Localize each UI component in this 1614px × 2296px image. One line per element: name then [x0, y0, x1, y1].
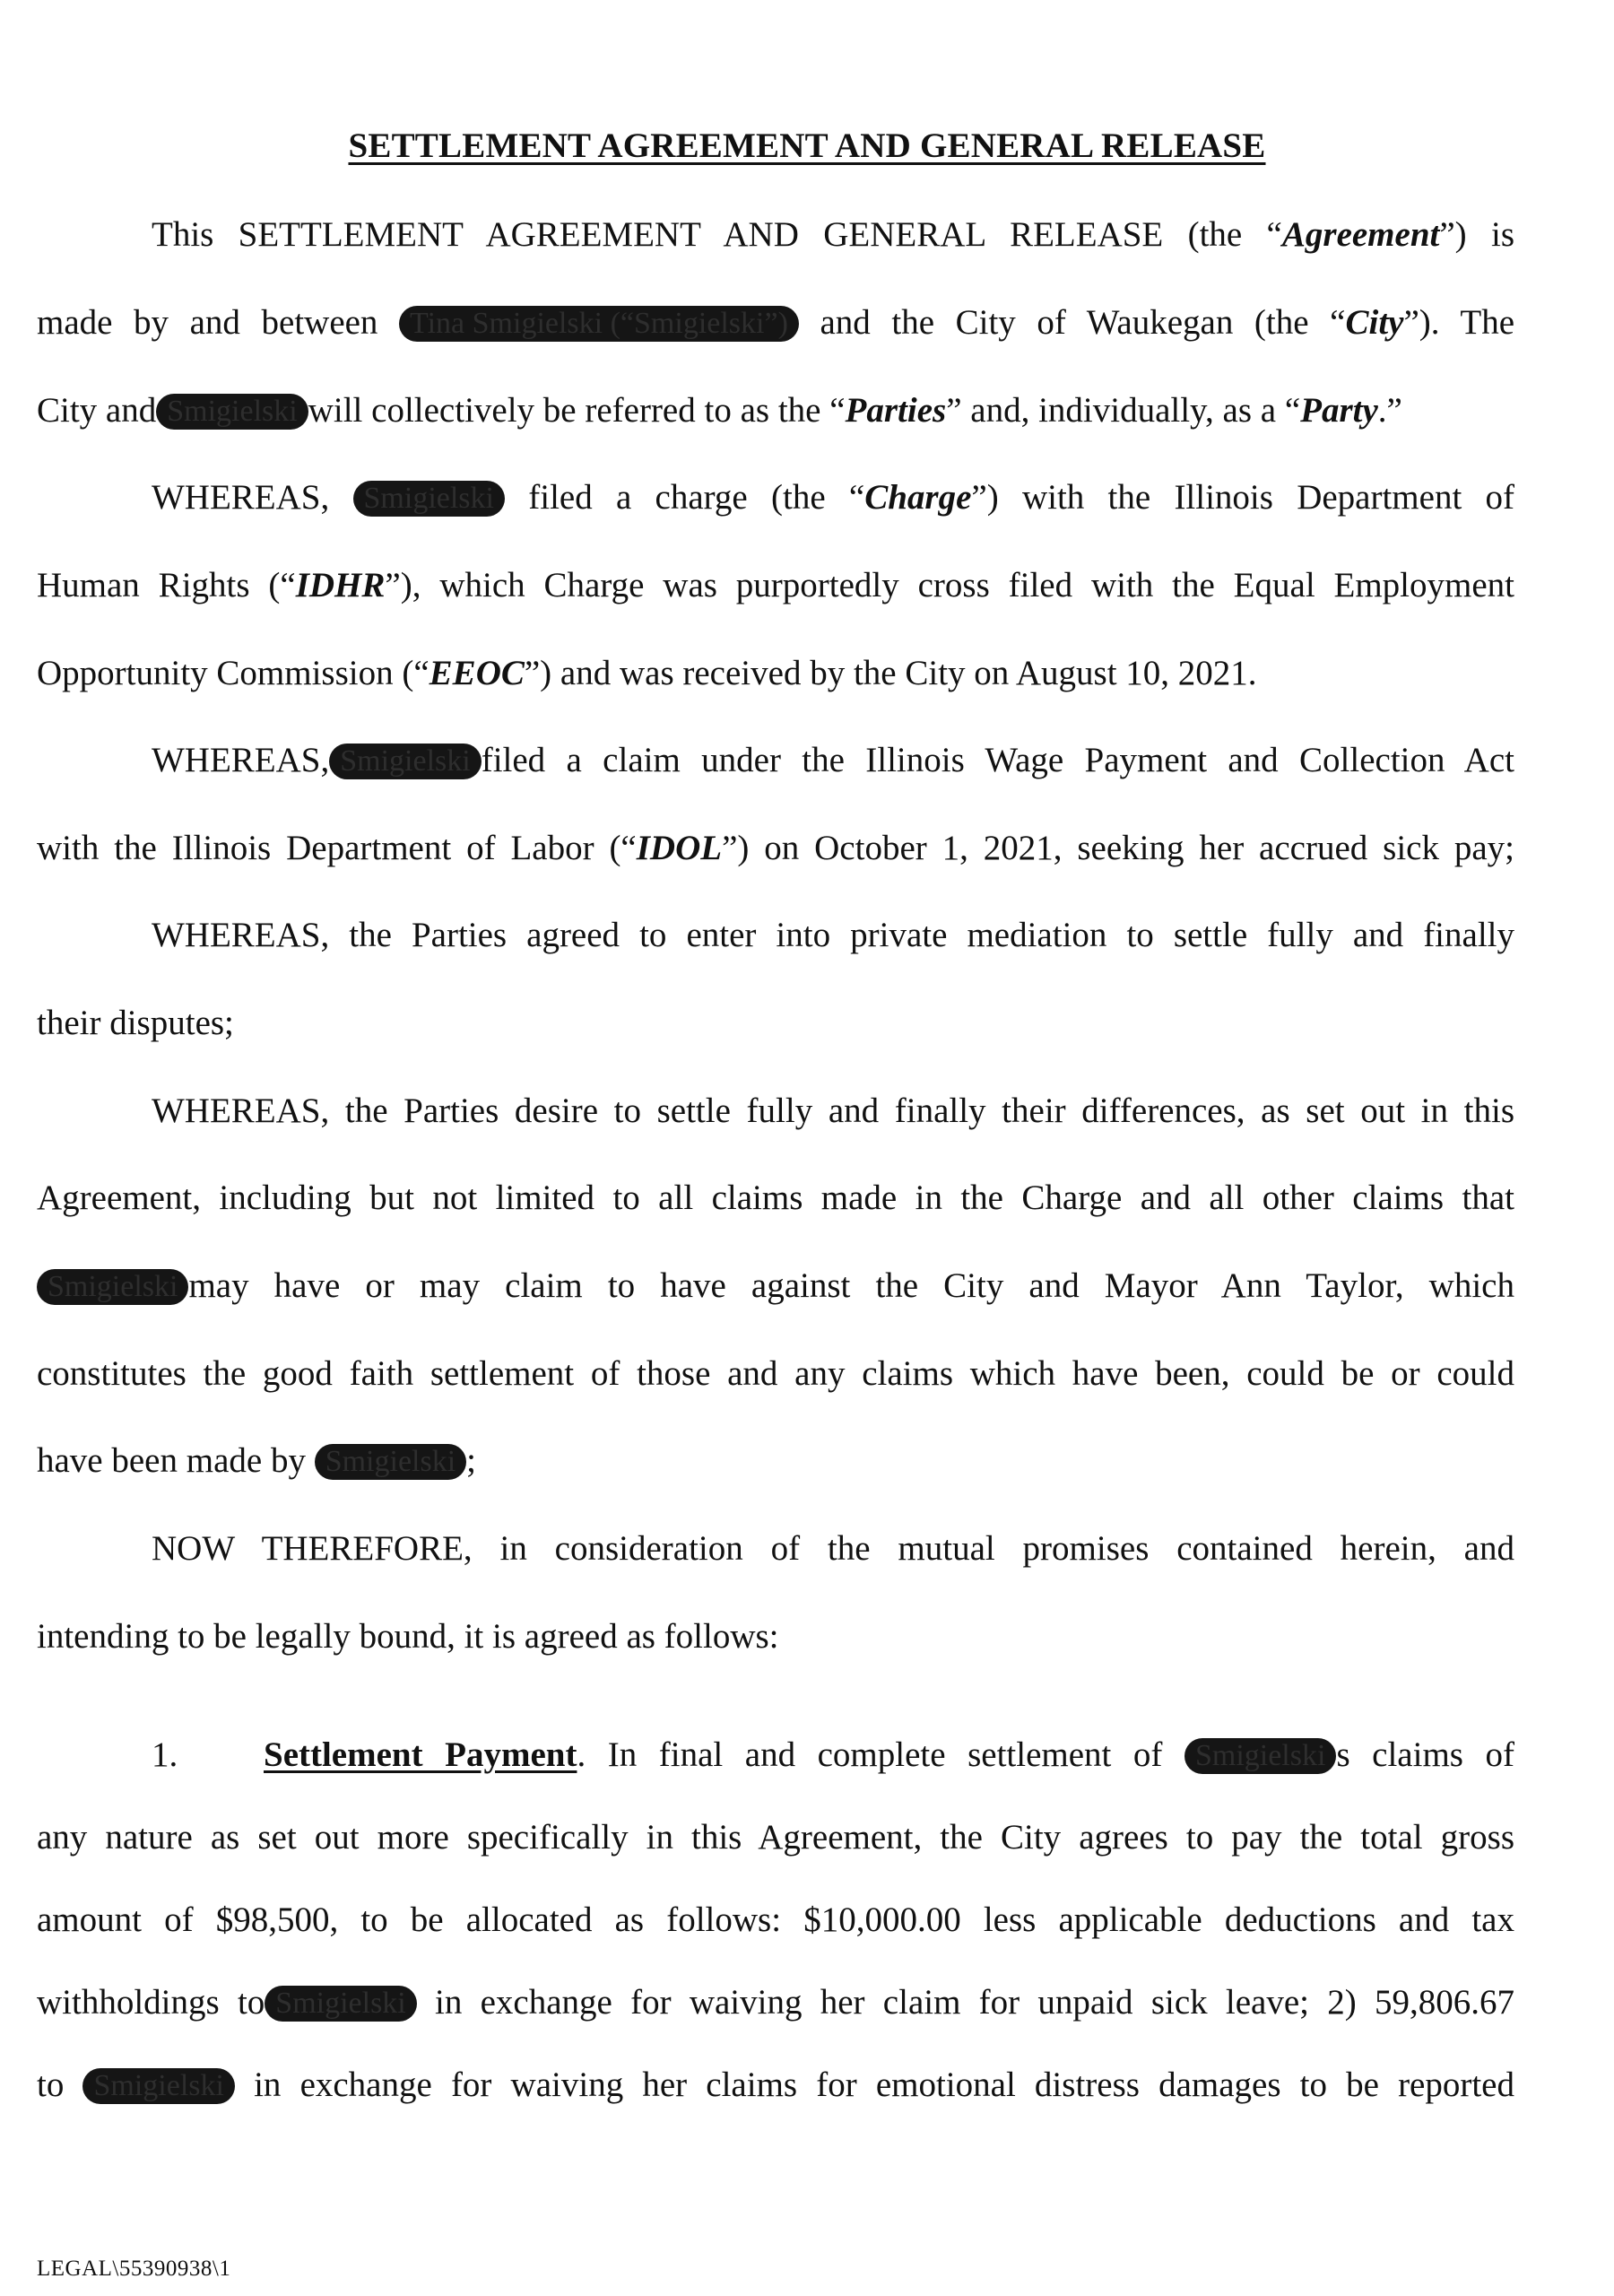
now-therefore-line-2: intending to be legally bound, it is agreed as follows:: [37, 1617, 779, 1656]
redaction: Smigielski: [265, 1986, 416, 2022]
redaction: Smigielski: [37, 1269, 188, 1305]
whereas4-line-3: Smigielski may have or may claim to have against the City and Mayor Ann Taylor, which: [37, 1265, 1514, 1308]
section1-line-5: to Smigielski in exchange for waiving her claims for emotional distress damages to be reported: [37, 2066, 1514, 2104]
whereas2-line-1: WHEREAS, Smigielski filed a claim under the Illinois Wage Payment and Collection Act: [152, 741, 1514, 779]
term-agreement: Agreement: [1281, 215, 1440, 254]
term-idol: IDOL: [636, 829, 723, 867]
whereas1-line-2: Human Rights (“IDHR”), which Charge was purportedly cross filed with the Equal Employment: [37, 566, 1514, 604]
whereas4-line-5: have been made by Smigielski ;: [37, 1441, 477, 1480]
term-city: City: [1345, 303, 1404, 342]
intro-line-2: made by and between Tina Smigielski (“Smigielski”) and the City of Waukegan (the “City”). The: [37, 303, 1514, 342]
section1-line-3: amount of $98,500, to be allocated as follows: $10,000.00 less applicable deductions and tax: [37, 1900, 1514, 1939]
section1-line-1: 1. Settlement Payment. In final and complete settlement of Smigielski s claims of: [37, 1734, 1514, 1777]
whereas4-line-4: constitutes the good faith settlement of those and any claims which have been, could be or could: [37, 1354, 1514, 1393]
term-party: Party: [1300, 391, 1378, 430]
footer-doc-id: LEGAL\55390938\1: [37, 2257, 231, 2281]
whereas4-line-1: WHEREAS, the Parties desire to settle fully and finally their differences, as set out in this: [152, 1091, 1514, 1130]
section-heading: Settlement Payment: [264, 1735, 577, 1774]
intro-line-3: City and Smigielski will collectively be referred to as the “Parties” and, individually, as a “Party.”: [37, 391, 1402, 430]
redaction: Smigielski: [156, 394, 308, 430]
redaction: Smigielski: [329, 744, 481, 779]
redaction: Smigielski: [353, 481, 505, 517]
whereas1-line-3: Opportunity Commission (“EEOC”) and was received by the City on August 10, 2021.: [37, 654, 1257, 692]
document-title: SETTLEMENT AGREEMENT AND GENERAL RELEASE: [348, 126, 1266, 165]
whereas3-line-1: WHEREAS, the Parties agreed to enter into private mediation to settle fully and finally: [152, 916, 1514, 954]
term-parties: Parties: [845, 391, 947, 430]
now-therefore-line-1: NOW THEREFORE, in consideration of the mutual promises contained herein, and: [152, 1529, 1514, 1568]
section-number: 1.: [152, 1735, 178, 1774]
intro-line-1: This SETTLEMENT AGREEMENT AND GENERAL RELEASE (the “Agreement”) is: [152, 215, 1514, 254]
term-idhr: IDHR: [295, 566, 386, 604]
term-eeoc: EEOC: [429, 654, 525, 692]
redaction: Smigielski: [315, 1444, 466, 1480]
redaction: Smigielski: [1184, 1738, 1336, 1774]
whereas2-line-2: with the Illinois Department of Labor (“IDOL”) on October 1, 2021, seeking her accrued sick pay;: [37, 829, 1514, 867]
whereas4-line-2: Agreement, including but not limited to all claims made in the Charge and all other claims that: [37, 1178, 1514, 1217]
section1-line-4: withholdings to Smigielski in exchange for waiving her claim for unpaid sick leave; 2) 59,806.67: [37, 1983, 1514, 2022]
whereas3-line-2: their disputes;: [37, 1004, 234, 1042]
whereas1-line-1: WHEREAS, Smigielski filed a charge (the “Charge”) with the Illinois Department of: [152, 478, 1514, 517]
term-charge: Charge: [864, 478, 972, 517]
redaction: Tina Smigielski (“Smigielski”): [399, 306, 799, 342]
section1-line-2: any nature as set out more specifically in this Agreement, the City agrees to pay the total gross: [37, 1818, 1514, 1857]
redaction: Smigielski: [82, 2068, 234, 2104]
